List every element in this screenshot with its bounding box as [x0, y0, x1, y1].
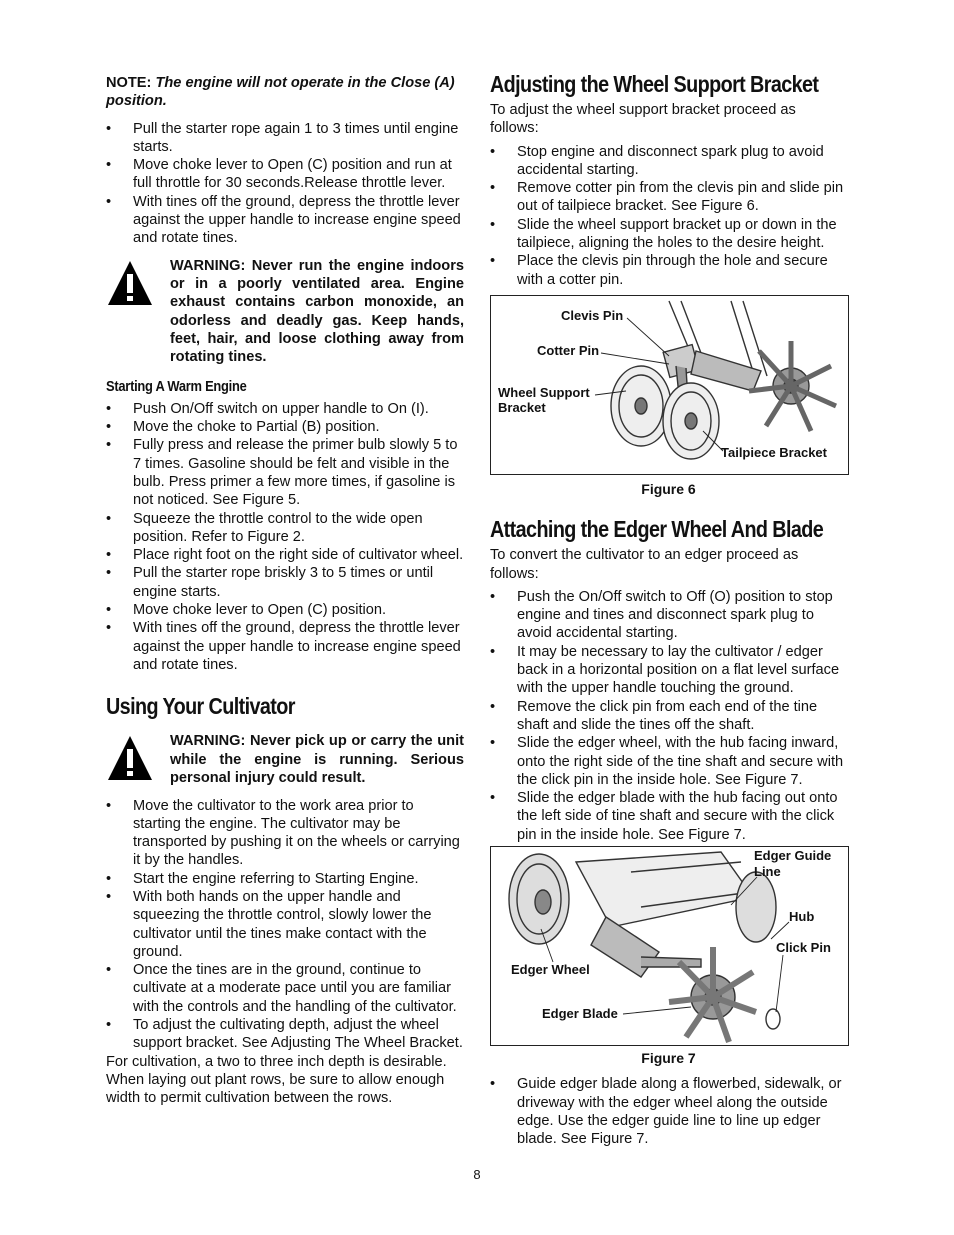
list-item: • Move the choke to Partial (B) position.: [106, 418, 464, 436]
warning-icon: [106, 257, 170, 312]
list-item: • With tines off the ground, depress the throttle lever against the upper handle to increase engine speed and rotate tines.: [106, 619, 464, 674]
list-item: • With tines off the ground, depress the throttle lever against the upper handle to increase engine speed and rotate tines.: [106, 193, 464, 248]
warning-text-carry: WARNING: Never pick up or carry the unit while the engine is running. Serious personal injury could result.: [170, 733, 464, 786]
warning-block-carry: [106, 732, 464, 787]
list-item: • Remove cotter pin from the clevis pin and slide pin out of tailpiece bracket. See Figure 6.: [490, 179, 848, 216]
figure-7-caption: Figure 7: [641, 1050, 696, 1067]
list-item: • Push the On/Off switch to Off (O) position to stop engine and tines and disconnect spark plug to avoid accidental starting.: [490, 588, 848, 643]
label-edger-guide-line2: Line: [754, 864, 781, 880]
figure-6-caption: Figure 6: [641, 480, 696, 497]
label-clevis-pin: Clevis Pin: [561, 307, 624, 323]
note-label: NOTE:: [106, 75, 152, 91]
page-number: 8: [473, 1167, 481, 1182]
note: [106, 74, 464, 111]
edger-intro: To convert the cultivator to an edger proceed as follows:: [490, 547, 799, 582]
list-item: • Squeeze the throttle control to the wide open position. Refer to Figure 2.: [106, 510, 464, 547]
warning-block-indoors: [106, 257, 464, 367]
list-item: • Push On/Off switch on upper handle to On (I).: [106, 400, 464, 418]
list-item: • To adjust the cultivating depth, adjust the wheel support bracket. See Adjusting The Wheel Bracket.: [106, 1016, 464, 1053]
list-item: • Fully press and release the primer bulb slowly 5 to 7 times. Gasoline should be felt and visible in the bulb. Press primer a few more times, if gasoline is not noticed. See Figure 5.: [106, 436, 464, 509]
list-item: • Move choke lever to Open (C) position.: [106, 601, 464, 619]
list-item: • Stop engine and disconnect spark plug to avoid accidental starting.: [490, 143, 848, 180]
wheel-bullet-list: [490, 143, 848, 289]
list-item: • Move choke lever to Open (C) position and run at full throttle for 30 seconds.Release throttle lever.: [106, 156, 464, 193]
figure-6-illustration: [490, 295, 849, 475]
list-item: • Place the clevis pin through the hole and secure with a cotter pin.: [490, 252, 848, 289]
final-bullet-list: [490, 1075, 848, 1148]
label-edger-blade: Edger Blade: [542, 1006, 618, 1022]
label-tailpiece-bracket: Tailpiece Bracket: [721, 444, 827, 460]
list-item: • Pull the starter rope again 1 to 3 times until engine starts.: [106, 120, 464, 157]
label-wheel-support-line2: Bracket: [498, 399, 546, 415]
list-item: • It may be necessary to lay the cultivator / edger back in a horizontal position on a flat level surface with the upper handle touching the ground.: [490, 643, 848, 698]
list-item: • Place right foot on the right side of cultivator wheel.: [106, 546, 464, 564]
list-item: • Remove the click pin from each end of the tine shaft and slide the tines off the shaft.: [490, 698, 848, 735]
using-cultivator-heading: Using Your Cultivator: [106, 693, 295, 720]
edger-bullet-list: [490, 588, 848, 844]
warm-bullet-list: [106, 400, 464, 674]
list-item: • Move the cultivator to the work area prior to starting the engine. The cultivator may be transported by pushing it on the wheels or carrying it by the handles.: [106, 797, 464, 870]
label-wheel-support-line1: Wheel Support: [498, 384, 590, 400]
cultivation-depth-paragraph: For cultivation, a two to three inch depth is desirable. When laying out plant rows, be sure to allow enough width to permit cultivation between the rows.: [106, 1053, 447, 1107]
note-text: The engine will not operate in the Close (A) position.: [106, 75, 455, 110]
label-cotter-pin: Cotter Pin: [537, 342, 600, 358]
warning-icon: [106, 732, 170, 787]
figure-7-illustration: [490, 846, 849, 1046]
list-item: • Guide edger blade along a flowerbed, sidewalk, or driveway with the edger wheel along the outside edge. Use the edger guide line to line up edger blade. See Figure 7.: [490, 1075, 848, 1148]
start-bullet-list: [106, 120, 464, 248]
list-item: • Start the engine referring to Starting Engine.: [106, 870, 464, 888]
wheel-bracket-heading: Adjusting the Wheel Support Bracket: [490, 71, 819, 97]
list-item: • Pull the starter rope briskly 3 to 5 times or until engine starts.: [106, 564, 464, 601]
list-item: • With both hands on the upper handle and squeezing the throttle control, slowly lower the cultivator until the tines make contact with the ground.: [106, 888, 464, 961]
left-column: [106, 70, 464, 1108]
warning-text-indoors: WARNING: Never run the engine indoors or in a poorly ventilated area. Engine exhaust contains carbon monoxide, an odorless and deadly gas. Keep hands, feet, hair, and loose clothing away from rotating tines.: [170, 257, 464, 366]
right-column: [490, 70, 848, 1149]
edger-heading: Attaching the Edger Wheel And Blade: [490, 516, 824, 543]
list-item: • Slide the edger wheel, with the hub facing inward, onto the right side of the tine shaft and secure with the click pin in the inside hole. See Figure 7.: [490, 734, 848, 789]
using-bullet-list: [106, 797, 464, 1053]
wheel-bracket-intro: To adjust the wheel support bracket proceed as follows:: [490, 102, 796, 137]
label-edger-wheel: Edger Wheel: [511, 962, 590, 978]
list-item: • Slide the wheel support bracket up or down in the tailpiece, aligning the holes to the desire height.: [490, 216, 848, 253]
label-edger-guide-line1: Edger Guide: [754, 848, 832, 864]
list-item: • Once the tines are in the ground, continue to cultivate at a moderate pace until you are familiar with the controls and the handling of the cultivator.: [106, 961, 464, 1016]
label-click-pin: Click Pin: [776, 940, 831, 956]
warm-engine-heading: Starting A Warm Engine: [106, 378, 247, 396]
list-item: • Slide the edger blade with the hub facing out onto the left side of tine shaft and secure with the click pin in the inside hole. See Figure 7.: [490, 789, 848, 844]
label-hub: Hub: [789, 909, 815, 925]
